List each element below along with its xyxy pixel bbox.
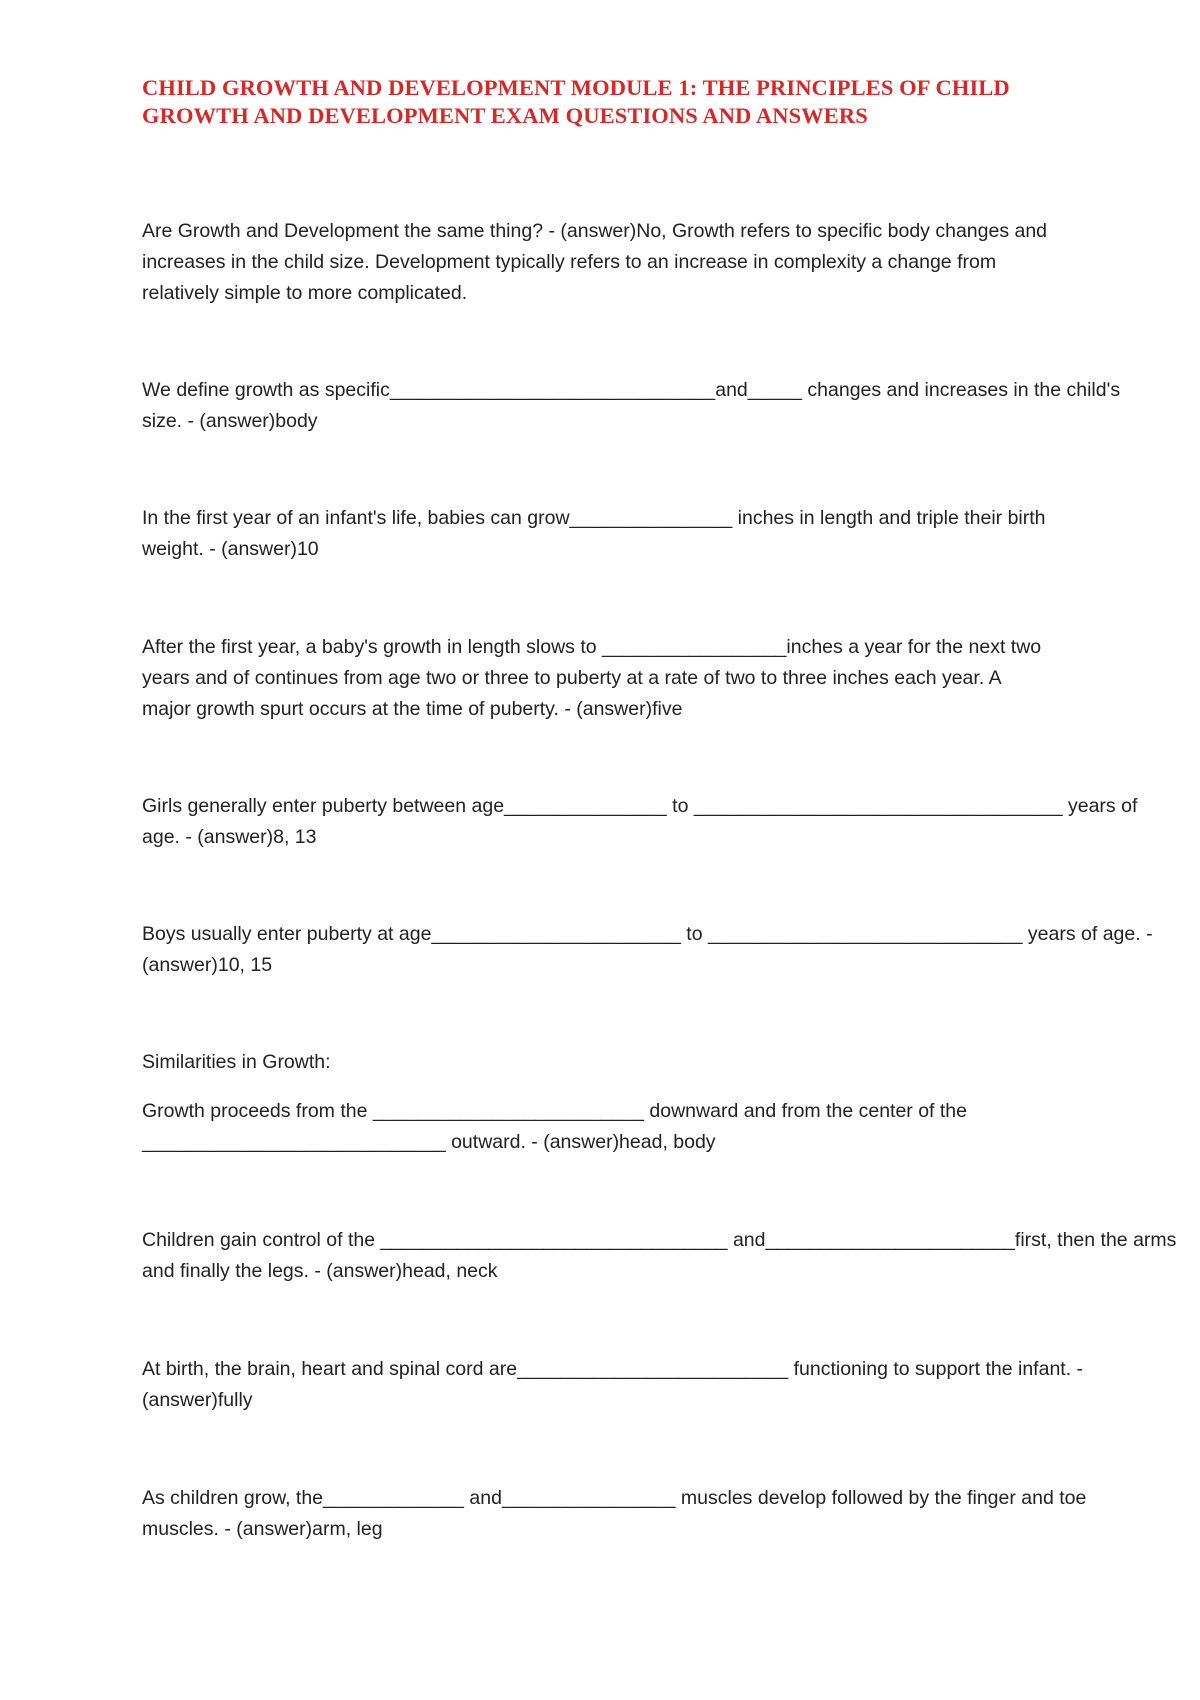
question-text: After the first year, a baby's growth in length slows to [142,636,603,658]
question-growth-slows [142,632,1082,725]
question-text: As children grow, the [142,1487,324,1509]
answer-blank: ____________________________ [142,1131,446,1153]
answer-line: (answer)10, 15 [142,954,273,976]
question-line [142,1096,1082,1127]
question-text: inches in length and triple their birth [732,507,1046,529]
question-text: In the first year of an infant's life, babies can grow [142,507,570,529]
question-text: functioning to support the infant. - [788,1358,1084,1380]
answer-line: (answer)fully [142,1389,253,1411]
question-text: muscles develop followed by the finger and toe [675,1487,1087,1509]
answer-blank: _____________________________ [707,923,1023,945]
question-boys-puberty [142,919,1153,981]
answer-blank: _____ [747,379,802,401]
question-line: increases in the child size. Development typically refers to an increase in complexity a change from [142,251,997,273]
question-line: years and of continues from age two or three to puberty at a rate of two to three inches each year. A [142,667,1002,689]
question-muscles-develop [142,1483,1087,1545]
question-text: and [727,1229,766,1251]
answer-blank: ______________________________ [389,379,716,401]
question-text: to [666,795,694,817]
question-text: Boys usually enter puberty at age [142,923,432,945]
question-line [142,791,1138,822]
question-text: Girls generally enter puberty between age [142,795,505,817]
question-gain-control [142,1225,1177,1287]
answer-blank: _______________ [504,795,667,817]
answer-line: major growth spurt occurs at the time of puberty. - (answer)five [142,698,683,720]
question-text: We define growth as specific [142,379,390,401]
answer-blank: __________________________________ [693,795,1063,817]
answer-text: outward. - (answer)head, body [445,1131,716,1153]
question-line [142,632,1082,663]
title-line-2: GROWTH AND DEVELOPMENT EXAM QUESTIONS AND ANSWERS [142,103,868,128]
answer-blank: _______________ [569,507,733,529]
question-text: Growth proceeds from the [142,1100,373,1122]
answer-line: age. - (answer)8, 13 [142,826,317,848]
question-line [142,1483,1087,1514]
question-line: relatively simple to more complicated. [142,282,468,304]
section-heading: Similarities in Growth: [142,1051,331,1073]
question-text: Children gain control of the [142,1229,381,1251]
answer-blank: ________________________________ [380,1229,728,1251]
answer-blank: _________________________ [372,1100,644,1122]
answer-line: muscles. - (answer)arm, leg [142,1518,383,1540]
answer-line: size. - (answer)body [142,410,318,432]
title-line-1: CHILD GROWTH AND DEVELOPMENT MODULE 1: THE PRINCIPLES OF CHILD [142,75,1010,100]
question-line [142,503,1082,534]
answer-blank: ________________ [501,1487,676,1509]
answer-blank: _________________ [602,636,787,658]
question-line [142,919,1153,950]
section-heading-similarities [142,1047,1082,1078]
question-text: to [680,923,708,945]
question-line: Are Growth and Development the same thing? - (answer)No, Growth refers to specific body changes and [142,220,1048,242]
answer-line: weight. - (answer)10 [142,538,319,560]
question-growth-vs-development [142,216,1082,309]
question-line [142,1225,1177,1256]
question-text: inches a year for the next two [786,636,1042,658]
question-text: downward and from the center of the [643,1100,968,1122]
question-text: years of age. - [1022,923,1153,945]
question-text: years of [1062,795,1138,817]
answer-blank: _________________________ [517,1358,789,1380]
answer-line [142,1127,1082,1158]
question-growth-proceeds [142,1096,1082,1158]
question-define-growth [142,375,1121,437]
answer-blank: _____________ [323,1487,465,1509]
question-line [142,1354,1082,1385]
question-text: and [715,379,748,401]
question-line [142,375,1121,406]
answer-line: and finally the legs. - (answer)head, neck [142,1260,498,1282]
question-text: first, then the arms [1014,1229,1177,1251]
question-at-birth [142,1354,1082,1416]
answer-blank: _______________________ [765,1229,1015,1251]
question-first-year-growth [142,503,1082,565]
question-text: changes and increases in the child's [802,379,1121,401]
document-title [142,74,1042,130]
answer-blank: _______________________ [431,923,681,945]
question-text: and [464,1487,502,1509]
question-girls-puberty [142,791,1138,853]
question-text: At birth, the brain, heart and spinal cord are [142,1358,518,1380]
